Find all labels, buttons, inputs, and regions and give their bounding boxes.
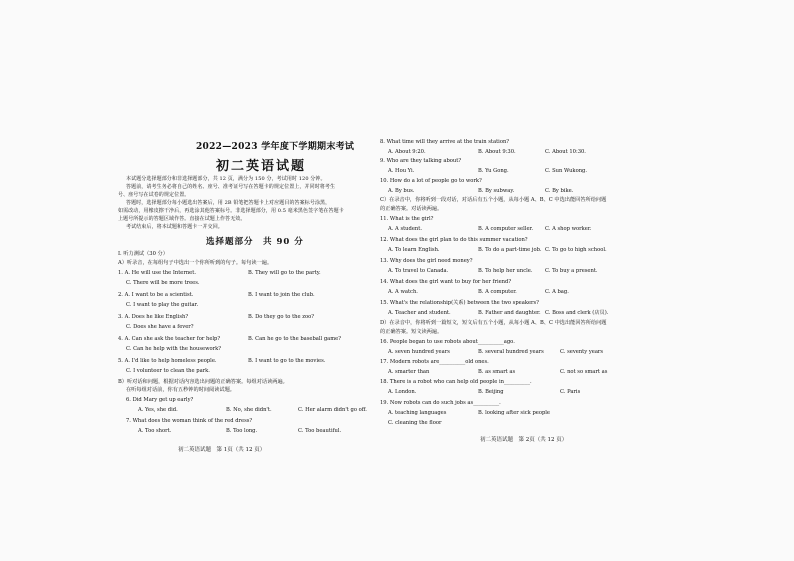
question-17: 17. Modern robots are__________old ones. [380, 359, 489, 365]
question-5-option-b: B. I want to go to the movies. [248, 358, 326, 364]
exam-title: 2022—2023 学年度下学期期末考试 [196, 142, 355, 152]
question-1: 1. A. He will use the Internet. [118, 270, 196, 276]
question-12-option-c: C. To go to high school. [545, 247, 607, 253]
question-13-option-a: A. To travel to Canada. [388, 268, 449, 274]
question-12-option-a: A. To learn English. [388, 247, 440, 253]
question-6-option-b: B. No, she didn't. [226, 407, 272, 413]
question-9-option-a: A. Hou Yi. [388, 168, 415, 174]
question-19-option-b: B. looking after sick people [478, 410, 551, 416]
question-16-option-b: B. several hundred years [478, 349, 544, 355]
question-8: 8. What time will they arrive at the train station? [380, 139, 510, 145]
exam-page-1 [118, 130, 393, 453]
question-2-option-c: C. I want to play the guitar. [126, 302, 199, 308]
question-10-option-a: A. By bus. [388, 188, 415, 194]
part-instruction: B）听对话和问题，根据对话内容选出问题的正确答案。每组对话读两遍。 [118, 379, 288, 385]
instruction-line: 本试题分选择题部分和非选择题部分，共 12 页，满分为 150 分，考试用时 120 分钟。 [126, 176, 326, 182]
instruction-line: 答题时，选择题部分每小题选出答案后，用 2B 铅笔把答题卡上对应题目的答案标号涂黑， [126, 200, 331, 206]
question-14-option-a: A. A watch. [388, 289, 418, 295]
part-instruction: D）在录音中，你将听到一篇短文，短文后有五个小题，从每小题 A、B、C 中选出能回答所给问题 [380, 320, 607, 326]
question-17-option-a: A. smarter than [388, 369, 430, 375]
question-5: 5. A. I'd like to help homeless people. [118, 358, 217, 364]
question-15: 15. What's the relationship(关系) between the two speakers? [380, 300, 539, 306]
exam-page-2 [380, 135, 655, 455]
instruction-line: 答题前，请考生务必将自己的姓名、座号、准考证号写在答题卡的规定位置上，并同时将考生 [126, 184, 336, 190]
question-7-option-c: C. Too beautiful. [298, 428, 342, 434]
question-12: 12. What does the girl plan to do this summer vacation? [380, 237, 528, 243]
question-19: 19. Now robots can do such jobs as__________. [380, 400, 501, 406]
instruction-line: 如需改动，用橡皮擦干净后，再选涂其他答案标号。非选择题部分，用 0.5 毫米黑色签字笔在答题卡 [118, 208, 344, 214]
question-13-option-b: B. To help her uncle. [478, 268, 533, 274]
question-16: 16. People began to use robots about__________ago. [380, 339, 515, 345]
question-17-option-c: C. not so smart as [560, 369, 608, 375]
question-10-option-b: B. By subway. [478, 188, 515, 194]
question-11: 11. What is the girl? [380, 216, 434, 222]
question-4-option-b: B. Can he go to the baseball game? [248, 336, 342, 342]
exam-subtitle: 初二英语试题 [216, 159, 307, 174]
section-heading: 选择题部分 共 90 分 [206, 237, 304, 247]
question-18: 18. There is a robot who can help old people in__________. [380, 379, 532, 385]
question-2-option-b: B. I want to join the club. [248, 292, 315, 298]
question-8-option-b: B. About 9:30. [478, 149, 516, 155]
instruction-line: 上题号所提示的答题区域作答。直接在试题上作答无效。 [118, 216, 246, 222]
question-8-option-a: A. About 9:20. [388, 149, 426, 155]
question-14-option-b: B. A computer. [478, 289, 517, 295]
question-15-option-c: C. Boss and clerk (店员). [545, 310, 609, 316]
question-3-option-c: C. Does she have a fever? [126, 324, 194, 330]
question-19-option-c: C. cleaning the floor [388, 420, 442, 426]
question-9-option-b: B. Yu Gong. [478, 168, 509, 174]
question-2: 2. A. I want to be a scientist. [118, 292, 194, 298]
question-3-option-b: B. Do they go to the zoo? [248, 314, 314, 320]
question-11-option-c: C. A shop worker. [545, 226, 592, 232]
question-15-option-b: B. Father and daughter. [478, 310, 541, 316]
instruction-line: 考试结束后，将本试题和答题卡一并交回。 [126, 224, 223, 230]
question-9: 9. Who are they talking about? [380, 158, 462, 164]
question-4: 4. A. Can she ask the teacher for help? [118, 336, 221, 342]
part-instruction: 在听每组对话前，你有五秒钟的时间阅读试题。 [126, 387, 235, 393]
question-7-option-a: A. Too short. [138, 428, 172, 434]
question-18-option-b: B. Beijing [478, 389, 504, 395]
question-11-option-a: A. A student. [388, 226, 422, 232]
part-instruction: A）听录音，在每组句子中选出一个你所听到的句子。每句读一遍。 [118, 260, 273, 266]
question-7-option-b: B. Too long. [226, 428, 258, 434]
question-17-option-b: B. as smart as [478, 369, 516, 375]
question-7: 7. What does the woman think of the red dress? [126, 418, 253, 424]
question-10: 10. How do a lot of people go to work? [380, 178, 482, 184]
question-12-option-b: B. To do a part-time job. [478, 247, 542, 253]
question-9-option-c: C. Sun Wukong. [545, 168, 588, 174]
question-14: 14. What does the girl want to buy for her friend? [380, 279, 512, 285]
question-16-option-c: C. seventy years [560, 349, 604, 355]
question-3: 3. A. Does he like English? [118, 314, 189, 320]
part-instruction: C）在录音中，你将听到一段对话，对话后有五个小题，从每小题 A、B、C 中选出能回答所给问题 [380, 197, 607, 203]
question-1-option-c: C. There will be more trees. [126, 280, 200, 286]
question-1-option-b: B. They will go to the party. [248, 270, 321, 276]
question-8-option-c: C. About 10:30. [545, 149, 586, 155]
question-19-option-a: A. teaching languages [388, 410, 447, 416]
question-16-option-a: A. seven hundred years [388, 349, 450, 355]
question-13-option-c: C. To buy a present. [545, 268, 598, 274]
question-14-option-c: C. A bag. [545, 289, 569, 295]
part-instruction: 的正确答案。短文读两遍。 [380, 329, 443, 335]
question-4-option-c: C. Can he help with the housework? [126, 346, 222, 352]
question-6-option-a: A. Yes, she did. [138, 407, 178, 413]
part-instruction: 的正确答案。对话读两遍。 [380, 206, 443, 212]
page-footer: 初二英语试题 第 2页（共 12 页） [480, 437, 568, 443]
question-15-option-a: A. Teacher and student. [388, 310, 451, 316]
question-11-option-b: B. A computer seller. [478, 226, 534, 232]
question-18-option-c: C. Paris [560, 389, 581, 395]
question-6-option-c: C. Her alarm didn't go off. [298, 407, 367, 413]
question-6: 6. Did Mary get up early? [126, 397, 194, 403]
question-5-option-c: C. I volunteer to clean the park. [126, 368, 210, 374]
question-10-option-c: C. By bike. [545, 188, 574, 194]
question-13: 13. Why does the girl need money? [380, 258, 473, 264]
page-footer: 初二英语试题 第 1页（共 12 页） [178, 447, 266, 453]
question-18-option-a: A. London. [388, 389, 417, 395]
part-heading: Ⅰ. 听力测试（30 分） [118, 251, 168, 257]
instruction-line: 号、座号写在试卷的规定位置。 [118, 192, 190, 198]
